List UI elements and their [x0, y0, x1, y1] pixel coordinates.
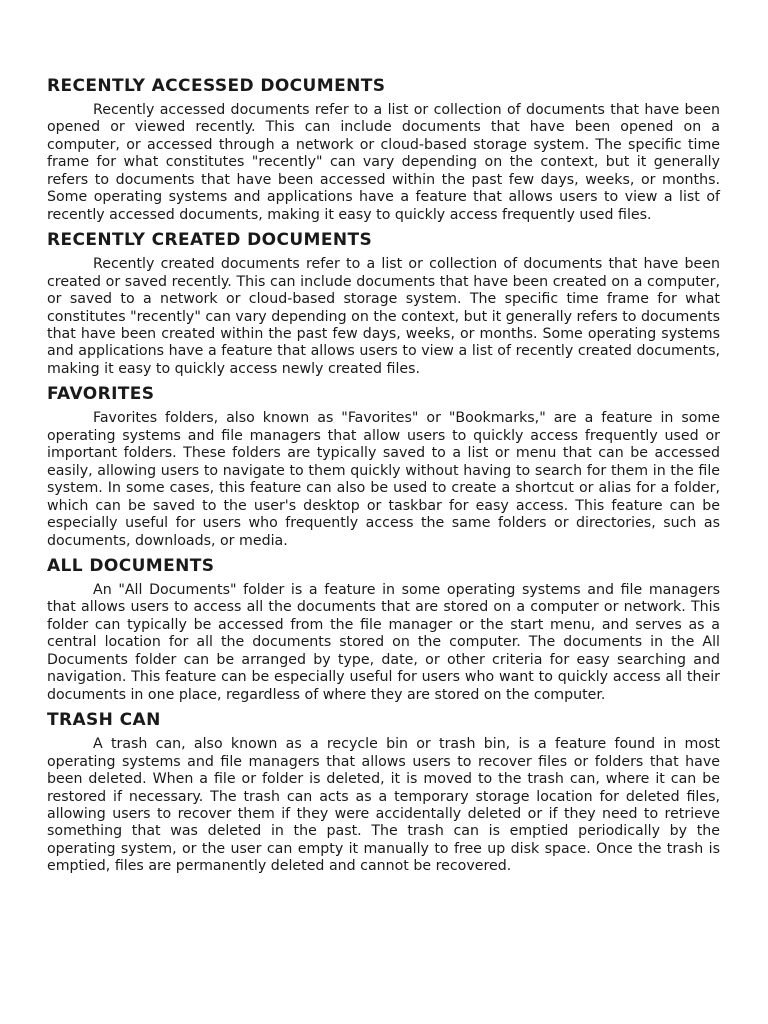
- section-paragraph: Favorites folders, also known as "Favorites" or "Bookmarks," are a feature in some operating systems and file managers that allow users to quickly access frequently used or important folders. These folders are typically saved to a list or menu that can be accessed easily, allowing users to navigate to them quickly without having to search for them in the file system. In some cases, this feature can also be used to create a shortcut or alias for a folder, which can be saved to the user's desktop or taskbar for easy access. This feature can be especially useful for users who frequently access the same folders or directories, such as documents, downloads, or media.: [47, 410, 720, 549]
- section-paragraph: A trash can, also known as a recycle bin or trash bin, is a feature found in most operating systems and file managers that allows users to recover files or folders that have been deleted. When a file or folder is deleted, it is moved to the trash can, where it can be restored if necessary. The trash can acts as a temporary storage location for deleted files, allowing users to recover them if they were accidentally deleted or if they need to retrieve something that was deleted in the past. The trash can is emptied periodically by the operating system, or the user can empty it manually to free up disk space. Once the trash is emptied, files are permanently deleted and cannot be recovered.: [47, 736, 720, 875]
- section-paragraph: An "All Documents" folder is a feature in some operating systems and file managers that allows users to access all the documents that are stored on a computer or network. This folder can typically be accessed from the file manager or the start menu, and serves as a central location for all the documents stored on the computer. The documents in the All Documents folder can be arranged by type, date, or other criteria for easy searching and navigation. This feature can be especially useful for users who want to quickly access all their documents in one place, regardless of where they are stored on the computer.: [47, 581, 720, 703]
- section-trash-can: [47, 709, 720, 876]
- section-recently-accessed: [47, 75, 720, 224]
- section-paragraph: Recently accessed documents refer to a list or collection of documents that have been opened or viewed recently. This can include documents that have been opened on a computer, or accessed through a network or cloud-based storage system. The specific time frame for what constitutes "recently" can vary depending on the context, but it generally refers to documents that have been accessed within the past few days, weeks, or months. Some operating systems and applications have a feature that allows users to view a list of recently accessed documents, making it easy to quickly access frequently used files.: [47, 102, 720, 223]
- section-recently-created: [47, 229, 720, 378]
- section-paragraph: Recently created documents refer to a list or collection of documents that have been created or saved recently. This can include documents that have been created on a computer, or saved to a network or cloud-based storage system. The specific time frame for what constitutes "recently" can vary depending on the context, but it generally refers to documents that have been created within the past few days, weeks, or months. Some operating systems and applications have a feature that allows users to view a list of recently created documents, making it easy to quickly access newly created files.: [47, 256, 720, 377]
- section-heading: RECENTLY CREATED DOCUMENTS: [47, 230, 373, 251]
- section-favorites: [47, 383, 720, 550]
- section-heading: RECENTLY ACCESSED DOCUMENTS: [47, 76, 386, 96]
- section-heading: TRASH CAN: [47, 710, 161, 731]
- section-all-documents: [47, 555, 720, 704]
- section-heading: ALL DOCUMENTS: [47, 555, 215, 576]
- document-page: [47, 75, 720, 881]
- section-heading: FAVORITES: [47, 384, 155, 405]
